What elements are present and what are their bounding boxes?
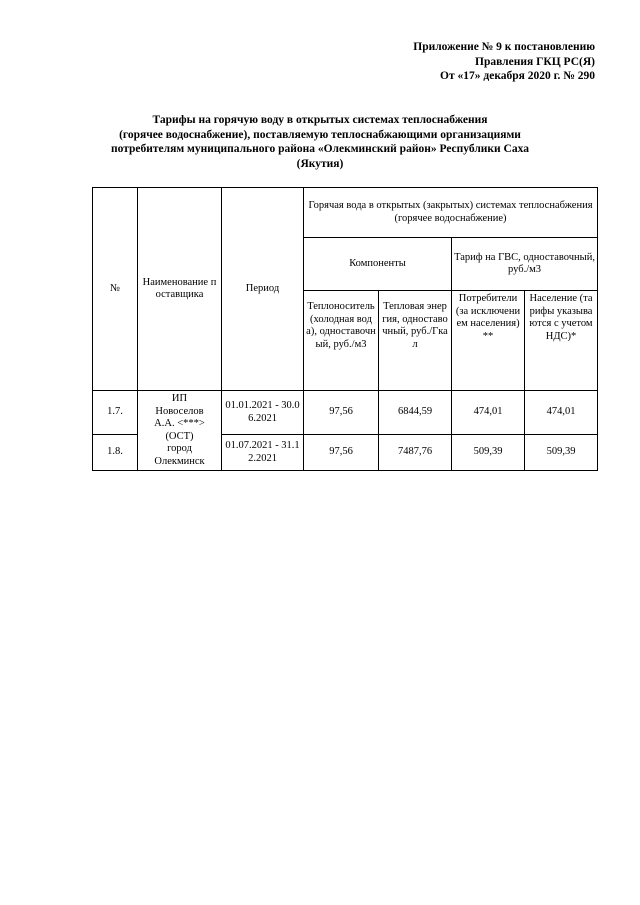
header-tariff: Тариф на ГВС, одноставочный, руб./м3 [452, 238, 598, 291]
row-population: 474,01 [525, 391, 598, 435]
appendix-header [335, 40, 595, 84]
supplier-line: А.А. <***> [154, 418, 205, 429]
title-line: потребителям муниципального района «Олекминский район» Республики Саха [111, 143, 529, 155]
header-num: № [93, 188, 138, 391]
supplier-line: (ОСТ) [165, 430, 194, 442]
row-num: 1.8. [93, 435, 138, 471]
title-line: (горячее водоснабжение), поставляемую теплоснабжающими организациями [119, 128, 521, 141]
appendix-line: От «17» декабря 2020 г. № 290 [440, 70, 595, 82]
table-row [93, 391, 598, 435]
row-heat-energy: 6844,59 [379, 391, 452, 435]
supplier-line: город [167, 443, 192, 454]
supplier-line: Новоселов [155, 405, 204, 417]
supplier-line: ИП [171, 393, 188, 404]
tariff-table [92, 187, 598, 471]
header-hot-water: Горячая вода в открытых (закрытых) системах теплоснабжения (горячее водоснабжение) [304, 188, 598, 238]
row-num: 1.7. [93, 391, 138, 435]
row-period: 01.01.2021 - 30.06.2021 [222, 391, 304, 435]
row-heat-energy: 7487,76 [379, 435, 452, 471]
header-components: Компоненты [304, 238, 452, 291]
supplier-line: Олекминск [154, 455, 205, 467]
row-heat-carrier: 97,56 [304, 435, 379, 471]
document-title [95, 113, 545, 171]
header-period: Период [222, 188, 304, 391]
row-consumers: 474,01 [452, 391, 525, 435]
header-consumers: Потребители (за исключением населения) ** [452, 291, 525, 391]
appendix-line: Приложение № 9 к постановлению [413, 41, 595, 53]
title-line: Тарифы на горячую воду в открытых системах теплоснабжения [152, 114, 488, 126]
row-population: 509,39 [525, 435, 598, 471]
appendix-line: Правления ГКЦ РС(Я) [475, 55, 595, 68]
header-heat-energy: Тепловая энергия, одноставочный, руб./Гкал [379, 291, 452, 391]
row-period: 01.07.2021 - 31.12.2021 [222, 435, 304, 471]
header-supplier: Наименование поставщика [138, 188, 222, 391]
row-consumers: 509,39 [452, 435, 525, 471]
header-population: Население (тарифы указываются с учетом НДС)* [525, 291, 598, 391]
header-heat-carrier: Теплоноситель (холодная вода), одноставочный, руб./м3 [304, 291, 379, 391]
row-heat-carrier: 97,56 [304, 391, 379, 435]
supplier-cell [138, 391, 222, 471]
title-line: (Якутия) [296, 157, 344, 170]
